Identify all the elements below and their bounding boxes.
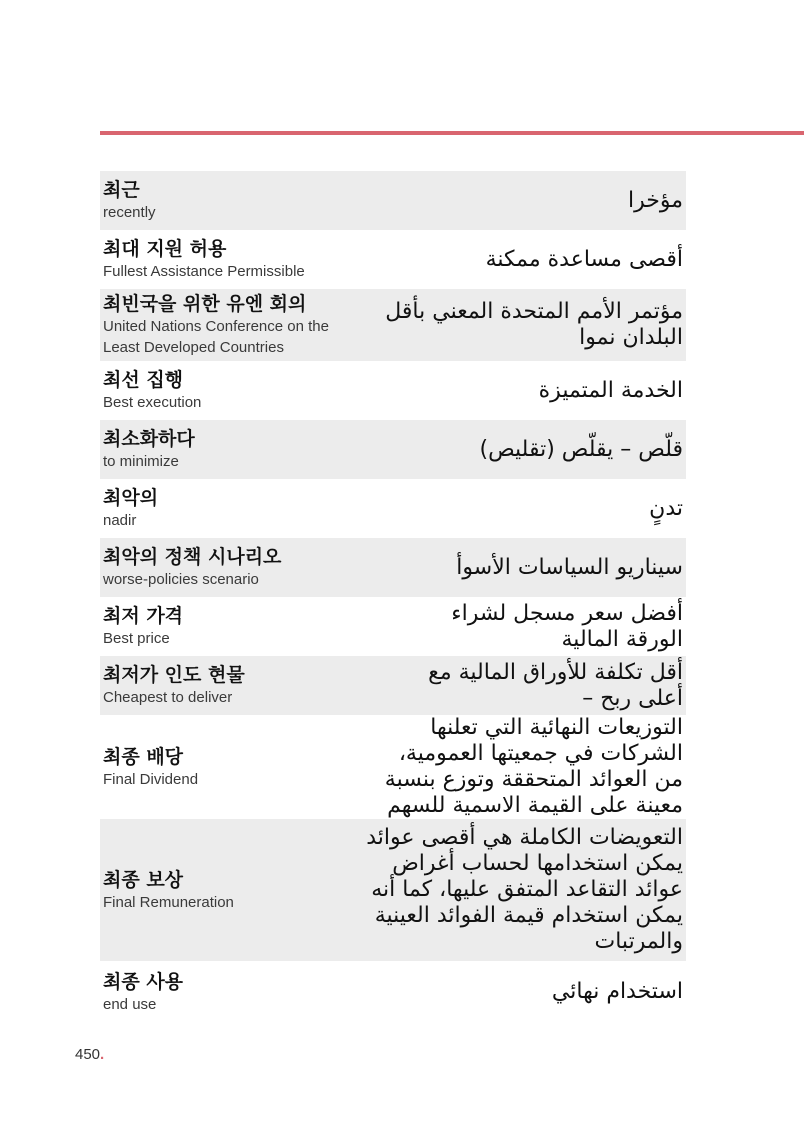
korean-term: 최종 사용 <box>103 970 184 993</box>
arabic-term: سيناريو السياسات الأسوأ <box>456 554 683 580</box>
arabic-term: أفضل سعر مسجل لشراء الورقة المالية <box>451 600 683 652</box>
glossary-row <box>100 289 686 361</box>
english-term: nadir <box>103 512 137 529</box>
english-term: United Nations Conference on the Least Developed Countries <box>103 318 329 356</box>
korean-term: 최종 배당 <box>103 745 184 768</box>
arabic-term: تدنٍ <box>649 495 683 521</box>
english-term: end use <box>103 995 157 1013</box>
english-term: to minimize <box>103 453 179 470</box>
arabic-term: قلّص – يقلّص (تقليص) <box>479 436 683 462</box>
glossary-row <box>100 597 686 656</box>
korean-term: 최악의 <box>103 487 159 509</box>
arabic-term: استخدام نهائي <box>551 979 683 1004</box>
glossary-row <box>100 230 686 289</box>
header-rule <box>100 131 804 135</box>
english-term: Fullest Assistance Permissible <box>103 263 305 280</box>
korean-term: 최저가 인도 현물 <box>103 664 245 686</box>
glossary-row <box>100 819 686 961</box>
glossary-row <box>100 961 686 1023</box>
glossary-row <box>100 361 686 420</box>
glossary-row <box>100 538 686 597</box>
glossary-row <box>100 656 686 715</box>
arabic-term: الخدمة المتميزة <box>538 377 683 403</box>
glossary-row <box>100 715 686 819</box>
english-term: Final Remuneration <box>103 893 234 911</box>
korean-term: 최소화하다 <box>103 428 195 450</box>
korean-term: 최근 <box>103 179 140 201</box>
glossary-row <box>100 171 686 230</box>
arabic-term: مؤتمر الأمم المتحدة المعني بأقل البلدان نموا <box>385 299 683 350</box>
korean-term: 최저 가격 <box>103 605 184 627</box>
english-term: Cheapest to deliver <box>103 689 233 706</box>
arabic-term: مؤخرا <box>628 187 683 213</box>
korean-term: 최악의 정책 시나리오 <box>103 546 282 568</box>
glossary-table <box>100 171 686 1023</box>
page-number-dot: . <box>100 1046 105 1063</box>
arabic-term: أقل تكلفة للأوراق المالية مع أعلى ربح – <box>428 659 683 711</box>
arabic-term: التوزيعات النهائية التي تعلنها الشركات في جمعيتها العمومية، من العوائد المتحققة وتوزع بنسبة معينة على القيمة الاسمية للسهم <box>384 715 683 818</box>
arabic-term: أقصى مساعدة ممكنة <box>485 246 683 272</box>
arabic-term: التعويضات الكاملة هي أقصى عوائد يمكن استخدامها لحساب أغراض عوائد التقاعد المتفق عليها، كما أنه يمكن استخدام قيمة الفوائد العينية والمرتبات <box>366 825 683 954</box>
korean-term: 최종 보상 <box>103 868 184 891</box>
english-term: Final Dividend <box>103 770 199 788</box>
korean-term: 최빈국을 위한 유엔 회의 <box>103 293 307 315</box>
glossary-row <box>100 420 686 479</box>
english-term: worse-policies scenario <box>103 571 259 588</box>
english-term: Best price <box>103 630 170 647</box>
page-number-value: 450 <box>75 1046 101 1063</box>
english-term: recently <box>103 204 156 221</box>
korean-term: 최대 지원 허용 <box>103 238 227 260</box>
english-term: Best execution <box>103 394 202 411</box>
page-number <box>75 1046 104 1063</box>
korean-term: 최선 집행 <box>103 369 184 391</box>
glossary-row <box>100 479 686 538</box>
